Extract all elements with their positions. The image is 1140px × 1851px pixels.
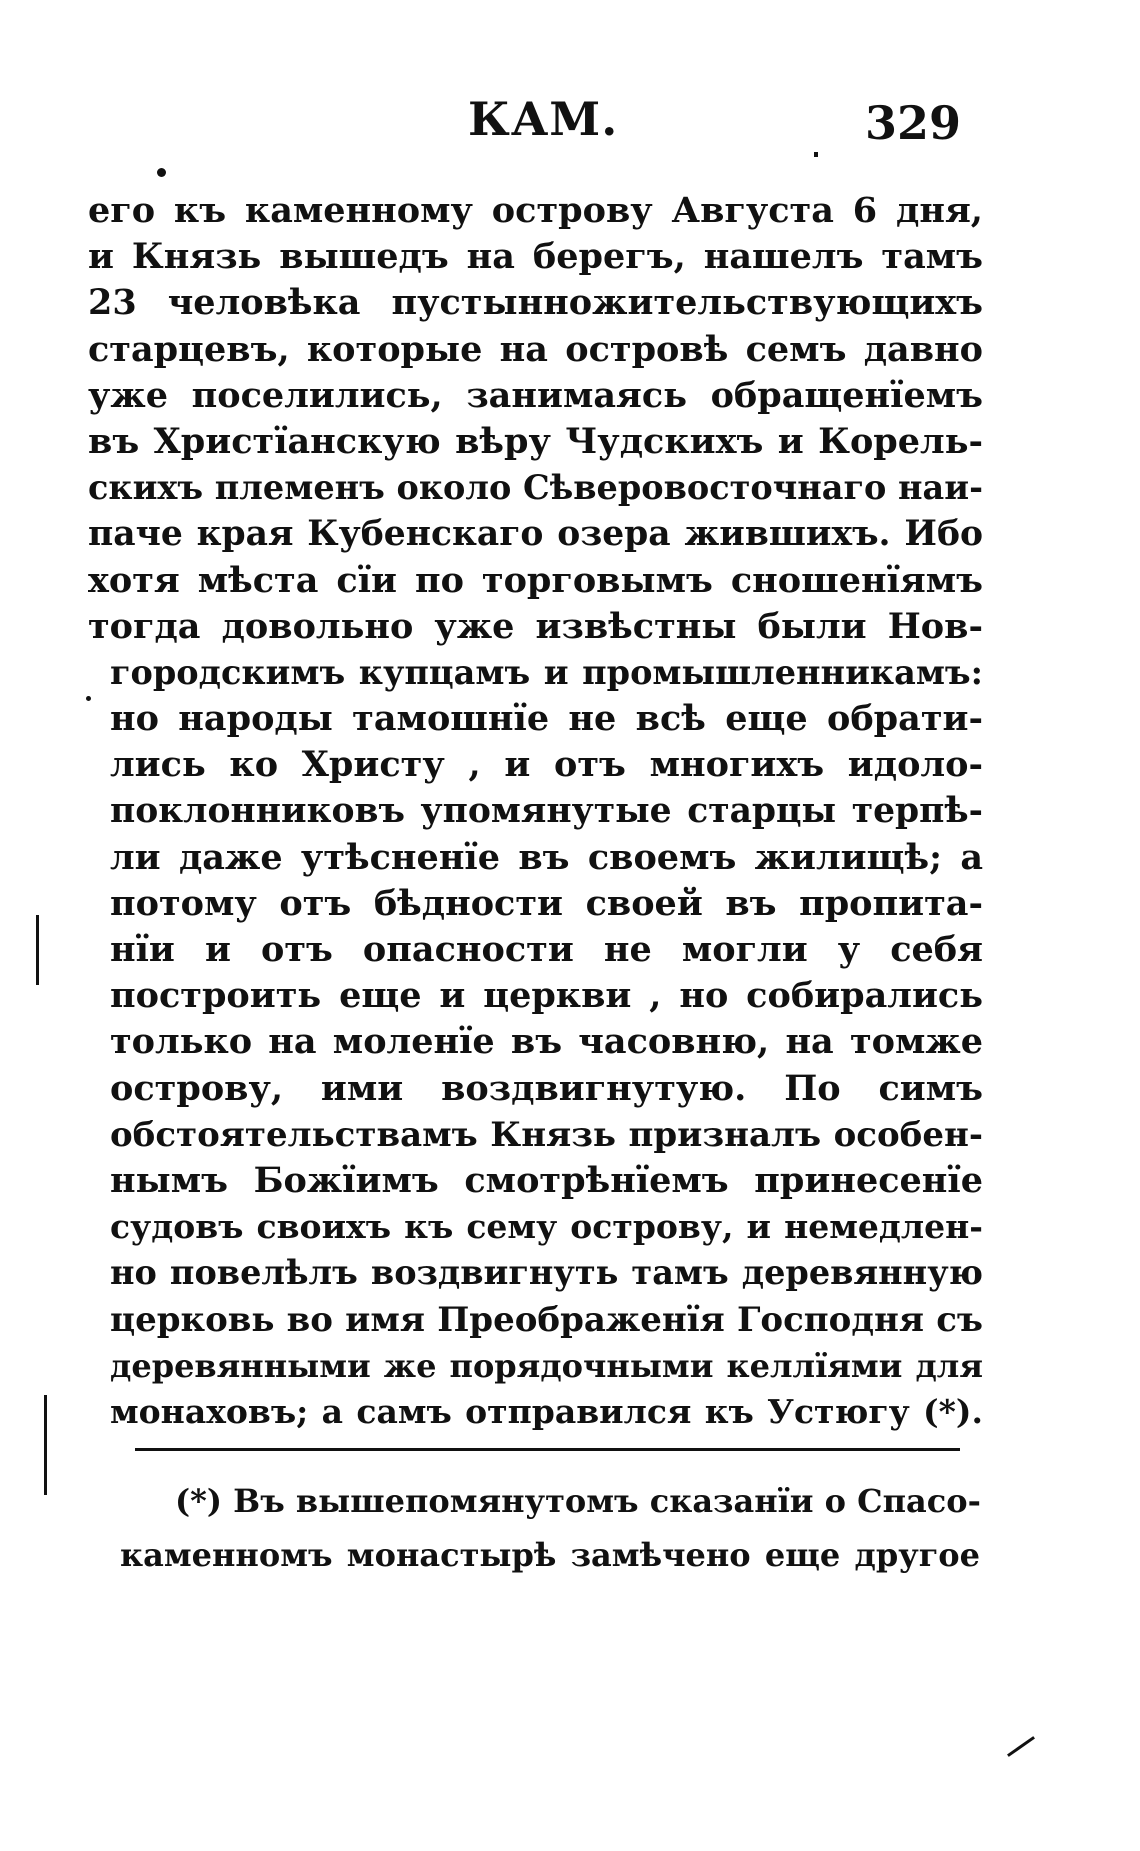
text-line: скихъ племенъ около Сѣверовосточнаго наи- — [88, 468, 983, 508]
page-number: 329 — [865, 96, 962, 150]
text-line: нїи и отъ опасности не могли у себя — [110, 929, 983, 970]
text-line: лись ко Христу , и отъ многихъ идоло- — [110, 744, 983, 786]
text-line: уже поселились, занимаясь обращенїемъ — [88, 374, 983, 416]
text-line: хотя мѣста сїи по торговымъ сношенїямъ — [88, 559, 983, 601]
text-line: судовъ своихъ къ сему острову, и немедлен- — [110, 1207, 983, 1247]
text-line: построить еще и церкви , но собирались — [110, 975, 983, 1017]
body-paragraph — [88, 188, 983, 1435]
footnote-separator — [135, 1448, 960, 1451]
running-header: КАМ. — [468, 92, 619, 146]
text-line: тогда довольно уже извѣстны были Нов- — [88, 605, 983, 647]
text-line: обстоятельствамъ Князь призналъ особен- — [110, 1114, 983, 1155]
ink-dot — [814, 152, 818, 157]
text-line: церковь во имя Преображенїя Господня съ — [110, 1299, 983, 1340]
text-line: но повелѣлъ воздвигнуть тамъ деревянную — [110, 1253, 983, 1293]
footnote-line: (*) Въ вышепомянутомъ сказанїи о Спасо- — [175, 1482, 981, 1520]
text-line: потому отъ бѣдности своей въ пропита- — [110, 882, 983, 924]
ink-dot — [157, 168, 166, 177]
text-line: деревянными же порядочными келлїями для — [110, 1346, 983, 1385]
pen-scratch — [1007, 1736, 1035, 1757]
text-line: и Князь вышедъ на берегъ, нашелъ тамъ — [88, 236, 983, 278]
text-line: ли даже утѣсненїе въ своемъ жилищѣ; а — [110, 836, 983, 878]
text-line: острову, ими воздвигнутую. По симъ — [110, 1067, 983, 1109]
text-line: только на моленїе въ часовню, на томже — [110, 1021, 983, 1063]
footnote-line: каменномъ монастырѣ замѣчено еще другое — [120, 1536, 980, 1574]
text-line: 23 человѣка пустынножительствующихъ — [88, 282, 983, 324]
text-line: монаховъ; а самъ отправился къ Устюгу (*). — [110, 1391, 983, 1431]
text-line: городскимъ купцамъ и промышленникамъ: — [110, 652, 983, 692]
text-line: но народы тамошнїе не всѣ еще обрати- — [110, 698, 983, 740]
text-line: старцевъ, которые на островѣ семъ давно — [88, 328, 983, 370]
margin-mark — [44, 1395, 47, 1495]
text-line: поклонниковъ упомянутые старцы терпѣ- — [110, 791, 983, 832]
text-line: его къ каменному острову Августа 6 дня, — [88, 190, 983, 231]
text-line: въ Христїанскую вѣру Чудскихъ и Корель- — [88, 420, 983, 462]
footnote — [120, 1474, 980, 1582]
text-line: паче края Кубенскаго озера жившихъ. Ибо — [88, 514, 983, 555]
text-line: нымъ Божїимъ смотрѣнїемъ принесенїе — [110, 1159, 983, 1201]
margin-mark — [36, 915, 39, 985]
